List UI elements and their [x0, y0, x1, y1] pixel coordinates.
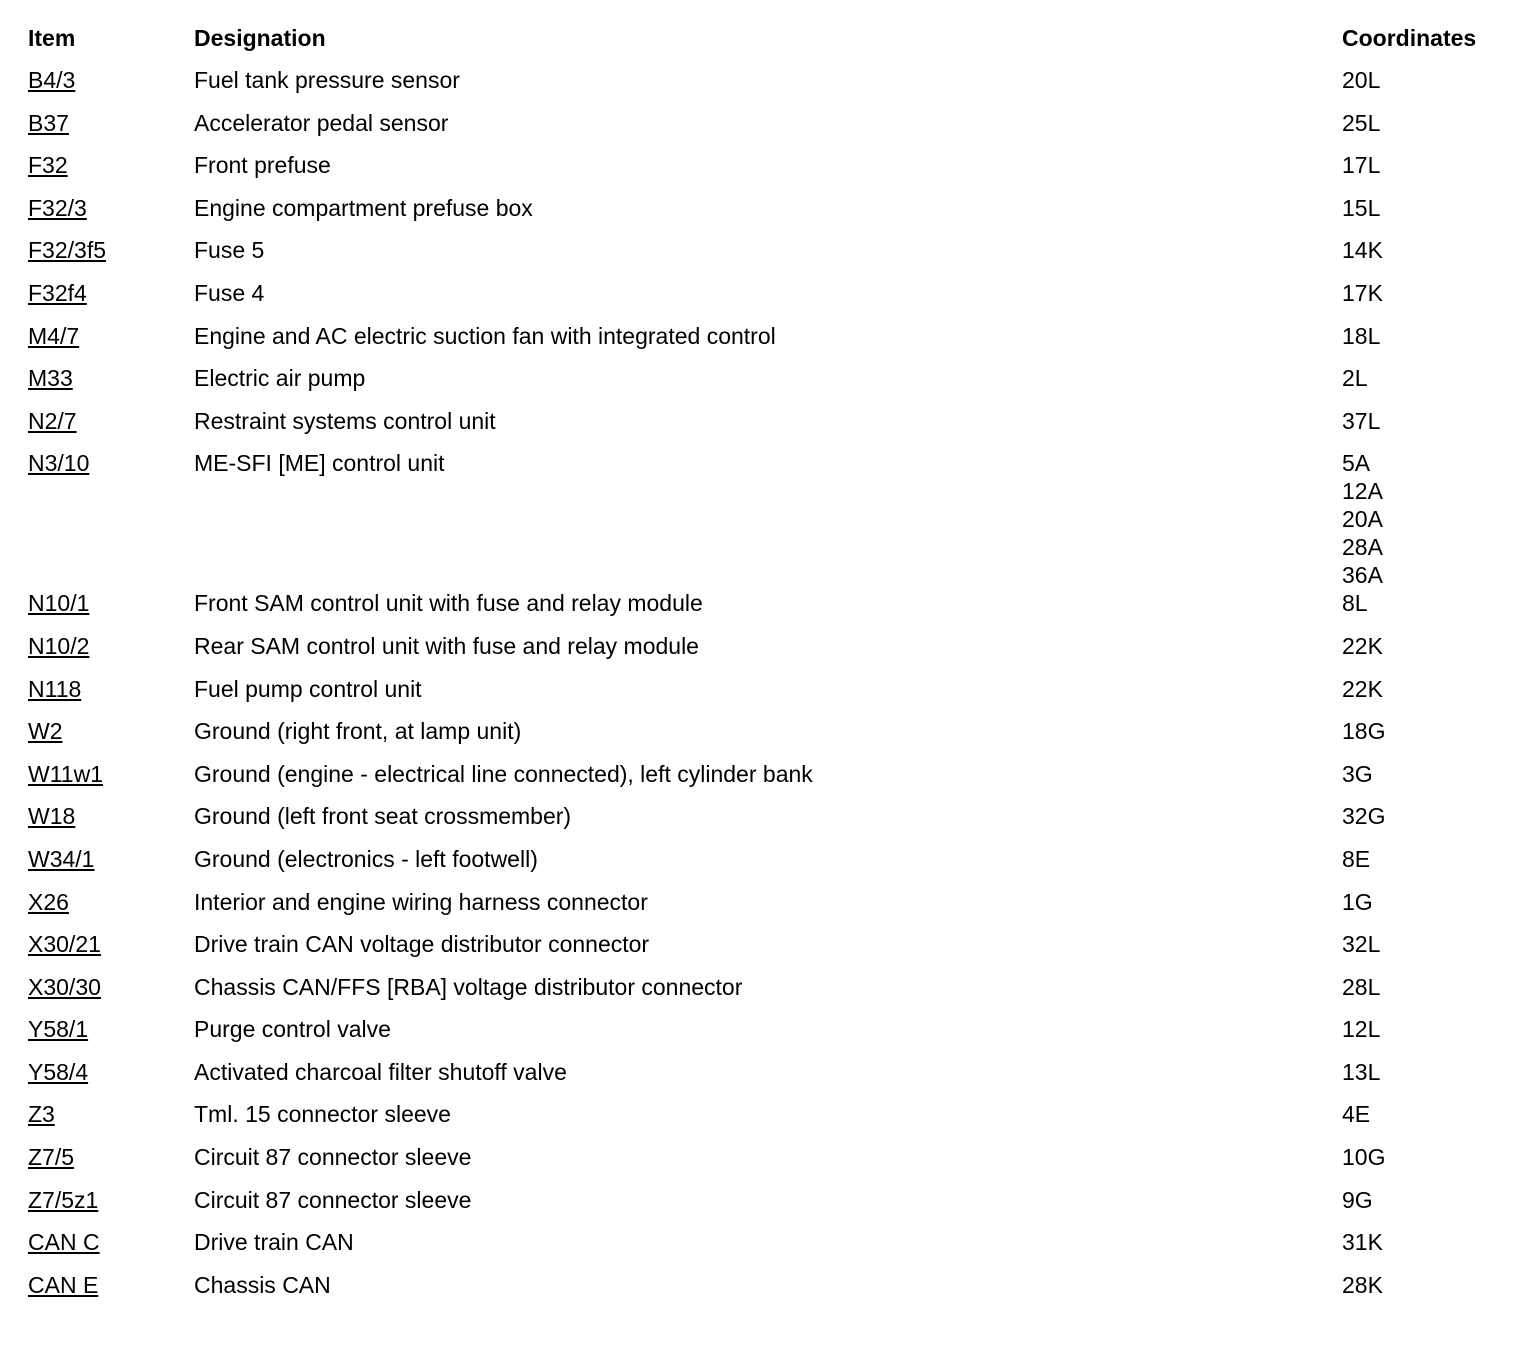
item-link[interactable]: M4/7: [28, 322, 80, 349]
table-row: [28, 364, 1498, 407]
item-link[interactable]: W11w1: [28, 760, 103, 787]
coordinates-cell: [1342, 364, 1498, 407]
item-link[interactable]: B37: [28, 109, 69, 136]
coordinate-value: 18G: [1342, 718, 1386, 745]
coordinates-cell: [1342, 1186, 1498, 1229]
designation-cell: Purge control valve: [194, 1016, 391, 1043]
table-row: [28, 802, 1498, 845]
item-cell: [28, 717, 194, 760]
designation-cell: Fuel pump control unit: [194, 675, 422, 702]
table-row: [28, 930, 1498, 973]
coordinate-value: 1G: [1342, 888, 1373, 915]
table-row: [28, 151, 1498, 194]
item-cell: [28, 589, 194, 632]
coordinate-value: 5A: [1342, 450, 1371, 477]
table-row: [28, 845, 1498, 888]
item-link[interactable]: X30/30: [28, 973, 101, 1000]
item-link[interactable]: N2/7: [28, 407, 77, 434]
coordinate-value: 22K: [1342, 675, 1383, 702]
designation-cell: Fuse 4: [194, 279, 265, 306]
designation-cell: Tml. 15 connector sleeve: [194, 1101, 451, 1128]
table-row: [28, 589, 1498, 632]
table-row: [28, 1100, 1498, 1143]
item-link[interactable]: CAN E: [28, 1271, 99, 1298]
designation-cell: Drive train CAN voltage distributor connector: [194, 931, 650, 958]
coordinate-value: 12L: [1342, 1016, 1381, 1043]
item-link[interactable]: X30/21: [28, 931, 101, 958]
item-cell: [28, 1100, 194, 1143]
table-row: [28, 1015, 1498, 1058]
coordinate-value: 8E: [1342, 845, 1371, 872]
designation-cell: Activated charcoal filter shutoff valve: [194, 1058, 567, 1085]
item-cell: [28, 364, 194, 407]
coordinate-value: 28A: [1342, 534, 1383, 561]
coordinates-cell: [1342, 194, 1498, 237]
header-row: [28, 24, 1498, 66]
coordinate-value: 36A: [1342, 562, 1383, 589]
item-link[interactable]: W18: [28, 803, 76, 830]
coordinates-cell: [1342, 930, 1498, 973]
table-row: [28, 236, 1498, 279]
item-link[interactable]: Z7/5z1: [28, 1186, 99, 1213]
designation-cell: Ground (left front seat crossmember): [194, 803, 572, 830]
designation-cell: Ground (engine - electrical line connected), left cylinder bank: [194, 760, 813, 787]
designation-cell: Interior and engine wiring harness connector: [194, 888, 648, 915]
coordinates-cell: [1342, 322, 1498, 365]
item-link[interactable]: W34/1: [28, 845, 95, 872]
designation-cell: Front SAM control unit with fuse and relay module: [194, 590, 703, 617]
designation-cell: Drive train CAN: [194, 1229, 354, 1256]
item-cell: [28, 973, 194, 1016]
item-link[interactable]: Y58/1: [28, 1016, 89, 1043]
table-row: [28, 717, 1498, 760]
table-row: [28, 973, 1498, 1016]
designation-cell: Circuit 87 connector sleeve: [194, 1144, 472, 1171]
item-link[interactable]: F32: [28, 152, 68, 179]
coordinates-cell: [1342, 66, 1498, 109]
component-legend-table: [28, 24, 1498, 1313]
item-link[interactable]: X26: [28, 888, 69, 915]
legend-body: [28, 66, 1498, 1313]
item-cell: [28, 151, 194, 194]
coordinates-cell: [1342, 449, 1498, 589]
item-cell: [28, 802, 194, 845]
coordinate-value: 32G: [1342, 803, 1386, 830]
coordinate-value: 8L: [1342, 590, 1368, 617]
item-cell: [28, 322, 194, 365]
item-link[interactable]: Z3: [28, 1101, 55, 1128]
table-row: [28, 675, 1498, 718]
table-row: [28, 888, 1498, 931]
coordinate-value: 31K: [1342, 1229, 1383, 1256]
item-cell: [28, 1228, 194, 1271]
coordinate-value: 22K: [1342, 632, 1383, 659]
item-link[interactable]: M33: [28, 365, 73, 392]
designation-cell: ME-SFI [ME] control unit: [194, 450, 445, 477]
coordinates-cell: [1342, 802, 1498, 845]
coordinate-value: 9G: [1342, 1186, 1373, 1213]
table-row: [28, 322, 1498, 365]
item-cell: [28, 236, 194, 279]
designation-cell: Front prefuse: [194, 152, 331, 179]
table-row: [28, 1186, 1498, 1229]
coordinate-value: 18L: [1342, 322, 1381, 349]
designation-cell: Ground (electronics - left footwell): [194, 845, 538, 872]
designation-cell: Ground (right front, at lamp unit): [194, 718, 522, 745]
item-cell: [28, 407, 194, 450]
coordinate-value: 20A: [1342, 506, 1383, 533]
coordinate-value: 2L: [1342, 365, 1368, 392]
coordinates-cell: [1342, 1100, 1498, 1143]
item-cell: [28, 1015, 194, 1058]
coordinates-cell: [1342, 1015, 1498, 1058]
item-cell: [28, 930, 194, 973]
coordinates-cell: [1342, 1228, 1498, 1271]
item-cell: [28, 675, 194, 718]
coordinates-cell: [1342, 888, 1498, 931]
item-link[interactable]: CAN C: [28, 1229, 100, 1256]
coordinate-value: 3G: [1342, 760, 1373, 787]
item-cell: [28, 449, 194, 589]
item-cell: [28, 632, 194, 675]
coordinate-value: 37L: [1342, 407, 1381, 434]
table-row: [28, 1228, 1498, 1271]
coordinate-value: 12A: [1342, 478, 1383, 505]
header-designation: Designation: [194, 25, 326, 51]
item-cell: [28, 1186, 194, 1229]
coordinates-cell: [1342, 845, 1498, 888]
coordinate-value: 14K: [1342, 237, 1383, 264]
coordinates-cell: [1342, 1058, 1498, 1101]
item-cell: [28, 66, 194, 109]
coordinates-cell: [1342, 675, 1498, 718]
coordinates-cell: [1342, 1143, 1498, 1186]
header-item: Item: [28, 25, 76, 51]
coordinates-cell: [1342, 717, 1498, 760]
table-row: [28, 407, 1498, 450]
table-row: [28, 1271, 1498, 1314]
header-coordinates: Coordinates: [1342, 25, 1477, 51]
item-cell: [28, 888, 194, 931]
coordinate-value: 17L: [1342, 152, 1381, 179]
item-link[interactable]: F32/3f5: [28, 237, 106, 264]
coordinates-cell: [1342, 1271, 1498, 1314]
item-link[interactable]: Z7/5: [28, 1144, 75, 1171]
item-link[interactable]: F32f4: [28, 279, 87, 306]
coordinate-value: 10G: [1342, 1144, 1386, 1171]
coordinates-cell: [1342, 407, 1498, 450]
coordinate-value: 13L: [1342, 1058, 1381, 1085]
item-cell: [28, 279, 194, 322]
table-row: [28, 449, 1498, 589]
coordinate-value: 28L: [1342, 973, 1381, 1000]
item-cell: [28, 1143, 194, 1186]
designation-cell: Electric air pump: [194, 365, 366, 392]
coordinate-value: 4E: [1342, 1101, 1371, 1128]
table-row: [28, 66, 1498, 109]
designation-cell: Rear SAM control unit with fuse and relay module: [194, 632, 699, 659]
item-cell: [28, 845, 194, 888]
coordinates-cell: [1342, 109, 1498, 152]
coordinate-value: 28K: [1342, 1271, 1383, 1298]
coordinate-value: 17K: [1342, 279, 1383, 306]
coordinate-value: 20L: [1342, 67, 1381, 93]
coordinates-cell: [1342, 973, 1498, 1016]
table-row: [28, 760, 1498, 803]
item-link[interactable]: N118: [28, 675, 82, 702]
designation-cell: Circuit 87 connector sleeve: [194, 1186, 472, 1213]
coordinates-cell: [1342, 279, 1498, 322]
table-row: [28, 1143, 1498, 1186]
coordinates-cell: [1342, 632, 1498, 675]
designation-cell: Chassis CAN/FFS [RBA] voltage distributor connector: [194, 973, 743, 1000]
designation-cell: Engine and AC electric suction fan with integrated control: [194, 322, 776, 349]
item-cell: [28, 1058, 194, 1101]
designation-cell: Chassis CAN: [194, 1271, 331, 1298]
item-link[interactable]: N10/2: [28, 632, 90, 659]
table-row: [28, 279, 1498, 322]
item-link[interactable]: F32/3: [28, 194, 87, 221]
designation-cell: Restraint systems control unit: [194, 407, 496, 434]
coordinate-value: 15L: [1342, 194, 1381, 221]
item-link[interactable]: W2: [28, 718, 63, 745]
coordinates-cell: [1342, 760, 1498, 803]
item-link[interactable]: N3/10: [28, 450, 90, 477]
item-link[interactable]: Y58/4: [28, 1058, 89, 1085]
coordinates-cell: [1342, 589, 1498, 632]
table-row: [28, 632, 1498, 675]
designation-cell: Accelerator pedal sensor: [194, 109, 449, 136]
coordinate-value: 32L: [1342, 931, 1381, 958]
coordinates-cell: [1342, 151, 1498, 194]
table-row: [28, 194, 1498, 237]
item-cell: [28, 109, 194, 152]
coordinate-value: 25L: [1342, 109, 1381, 136]
item-link[interactable]: N10/1: [28, 590, 90, 617]
table-row: [28, 109, 1498, 152]
coordinates-cell: [1342, 236, 1498, 279]
item-cell: [28, 760, 194, 803]
table-row: [28, 1058, 1498, 1101]
item-cell: [28, 1271, 194, 1314]
item-link[interactable]: B4/3: [28, 67, 76, 93]
designation-cell: Engine compartment prefuse box: [194, 194, 533, 221]
designation-cell: Fuse 5: [194, 237, 265, 264]
item-cell: [28, 194, 194, 237]
designation-cell: Fuel tank pressure sensor: [194, 67, 460, 93]
